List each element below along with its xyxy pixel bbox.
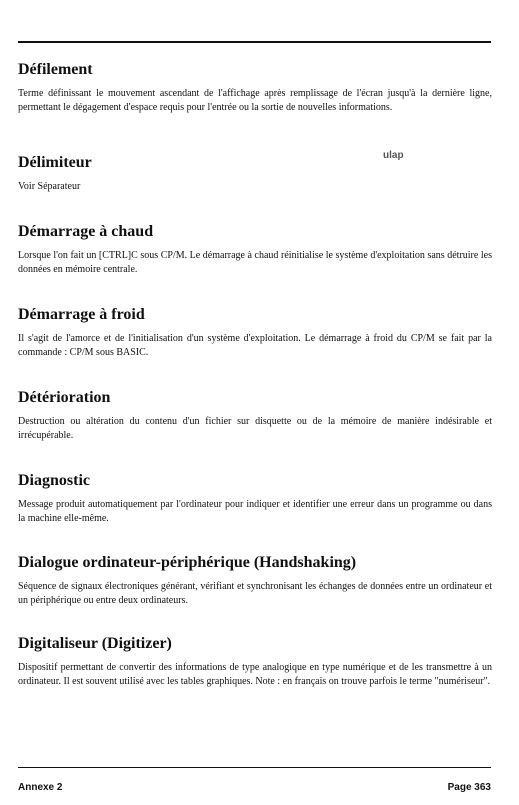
glossary-entry xyxy=(18,554,492,608)
footer-section-label: Annexe 2 xyxy=(18,782,63,793)
glossary-entry xyxy=(18,389,492,443)
entry-definition: Il s'agit de l'amorce et de l'initialisation d'un système d'exploitation. Le démarrage à froid du CP/M se fait par la commande : CP/M sous BASIC. xyxy=(18,333,492,358)
entry-definition: Destruction ou altération du contenu d'un fichier sur disquette ou de la mémoire de manière indésirable et irrécupérable. xyxy=(18,416,492,441)
glossary-entry xyxy=(18,154,492,194)
entry-definition: Message produit automatiquement par l'ordinateur pour indiquer et identifier une erreur dans un programme ou dans la machine elle-même. xyxy=(18,499,492,524)
entry-definition: Lorsque l'on fait un [CTRL]C sous CP/M. Le démarrage à chaud réinitialise le système d'exploitation sans détruire les données en mémoire centrale. xyxy=(18,250,492,275)
glossary-entry xyxy=(18,635,492,689)
entry-definition: Voir Séparateur xyxy=(18,181,81,192)
entry-term: Dialogue ordinateur-périphérique (Handshaking) xyxy=(18,554,357,571)
entry-term: Délimiteur xyxy=(18,154,92,171)
page-number: Page 363 xyxy=(447,782,491,793)
bottom-rule xyxy=(18,767,491,768)
entry-definition: Dispositif permettant de convertir des informations de type analogique en type numérique et de les transmettre à un ordinateur. Il est souvent utilisé avec les tables graphiques. Note : en français on trouve parfois le terme "numériseur". xyxy=(18,662,492,687)
scan-artifact: ulap xyxy=(383,150,404,161)
entry-term: Démarrage à froid xyxy=(18,306,145,323)
entry-term: Défilement xyxy=(18,61,93,78)
entry-term: Diagnostic xyxy=(18,472,90,489)
top-rule xyxy=(18,41,491,43)
entry-term: Digitaliseur (Digitizer) xyxy=(18,635,172,652)
entry-term: Détérioration xyxy=(18,389,111,406)
entry-definition: Séquence de signaux électroniques générant, vérifiant et synchronisant les échanges de données entre un ordinateur et un périphérique ou entre deux ordinateurs. xyxy=(18,581,492,606)
glossary-entry xyxy=(18,61,492,115)
entry-term: Démarrage à chaud xyxy=(18,223,154,240)
glossary-entry xyxy=(18,306,492,360)
glossary-entry xyxy=(18,472,492,526)
glossary-entry xyxy=(18,223,492,277)
entry-definition: Terme définissant le mouvement ascendant de l'affichage après remplissage de l'écran jusqu'à la dernière ligne, permettant le dégagement d'espace requis pour l'entrée ou la sortie de nouvelles informations. xyxy=(18,88,492,113)
